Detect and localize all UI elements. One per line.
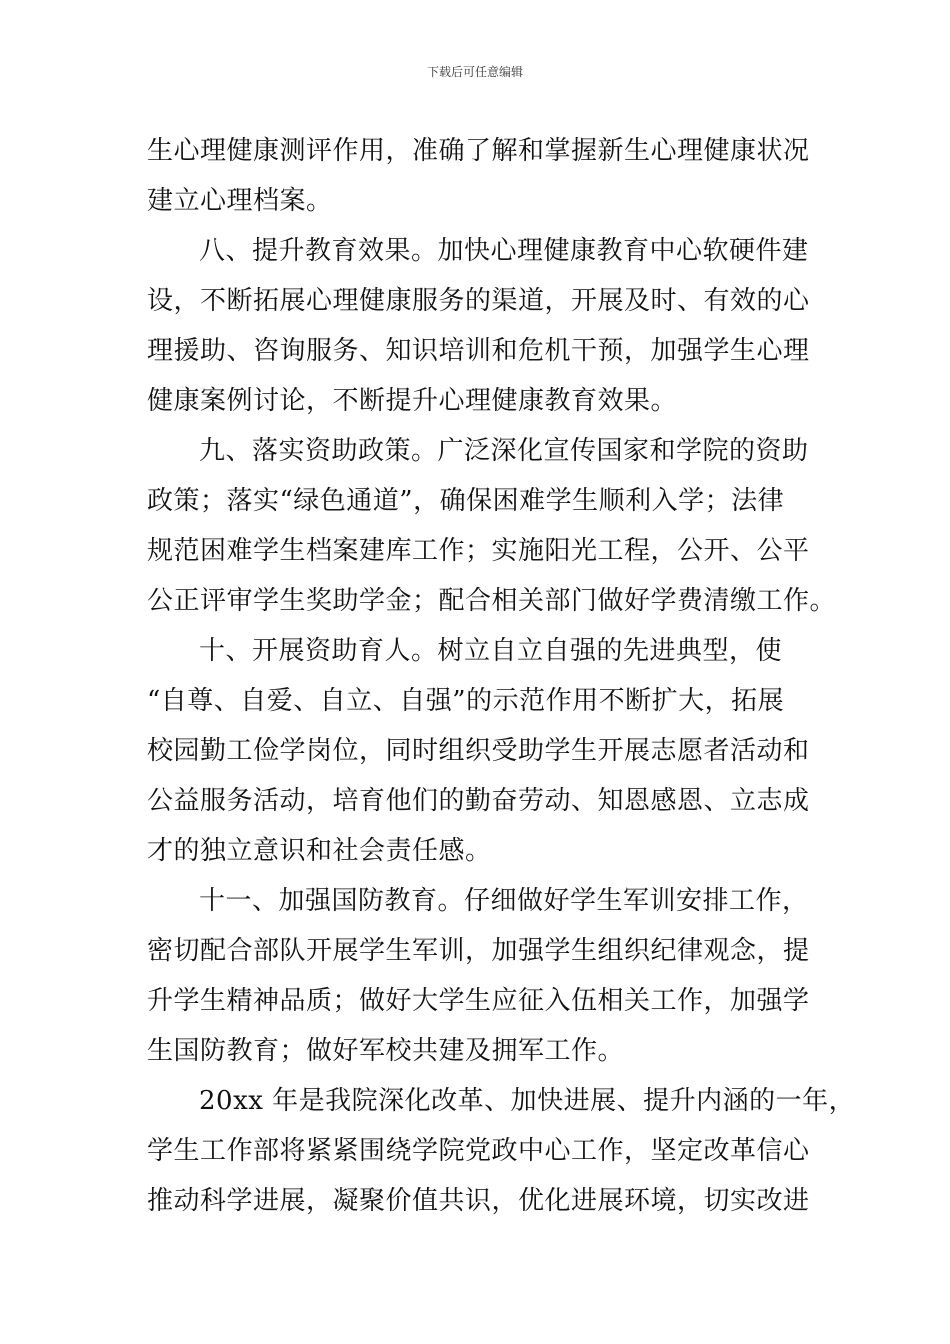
text-line: 健康案例讨论，不断提升心理健康教育效果。 (147, 386, 678, 416)
text-line: “自尊、自爱、自立、自强”的示范作用不断扩大，拓展 (147, 686, 785, 716)
text-line: 理援助、咨询服务、知识培训和危机干预，加强学生心理 (147, 336, 810, 366)
text-line: 设，不断拓展心理健康服务的渠道，开展及时、有效的心 (147, 286, 810, 316)
text-line: 公正评审学生奖助学金；配合相关部门做好学费清缴工作。 (147, 586, 837, 616)
text-line: 密切配合部队开展学生军训，加强学生组织纪律观念，提 (147, 936, 810, 966)
paragraph-start-line: 九、落实资助政策。广泛深化宣传国家和学院的资助 (199, 436, 809, 466)
text-line: 升学生精神品质；做好大学生应征入伍相关工作，加强学 (147, 986, 810, 1016)
text-line: 才的独立意识和社会责任感。 (147, 836, 492, 866)
paragraph-start-line: 十一、加强国防教育。仔细做好学生军训安排工作， (199, 886, 809, 916)
paragraph-start-line: 八、提升教育效果。加快心理健康教育中心软硬件建 (199, 236, 809, 266)
text-line: 学生工作部将紧紧围绕学院党政中心工作，坚定改革信心 (147, 1136, 810, 1166)
page-header: 下载后可任意编辑 (426, 65, 523, 79)
text-line: 建立心理档案。 (147, 186, 333, 216)
text-line: 推动科学进展，凝聚价值共识，优化进展环境，切实改进 (147, 1186, 810, 1216)
text-line: 政策；落实“绿色通道”，确保困难学生顺利入学；法律 (147, 486, 785, 516)
text-line: 公益服务活动，培育他们的勤奋劳动、知恩感恩、立志成 (147, 786, 810, 816)
text-line: 规范困难学生档案建库工作；实施阳光工程，公开、公平 (147, 536, 810, 566)
paragraph-start-line: 十、开展资助育人。树立自立自强的先进典型，使 (199, 636, 783, 666)
text-line: 生心理健康测评作用，准确了解和掌握新生心理健康状况 (147, 136, 810, 166)
paragraph-start-line: 20xx 年是我院深化改革、加快进展、提升内涵的一年， (199, 1086, 856, 1116)
text-line: 校园勤工俭学岗位，同时组织受助学生开展志愿者活动和 (147, 736, 810, 766)
text-line: 生国防教育；做好军校共建及拥军工作。 (147, 1036, 625, 1066)
document-body (147, 126, 856, 1226)
